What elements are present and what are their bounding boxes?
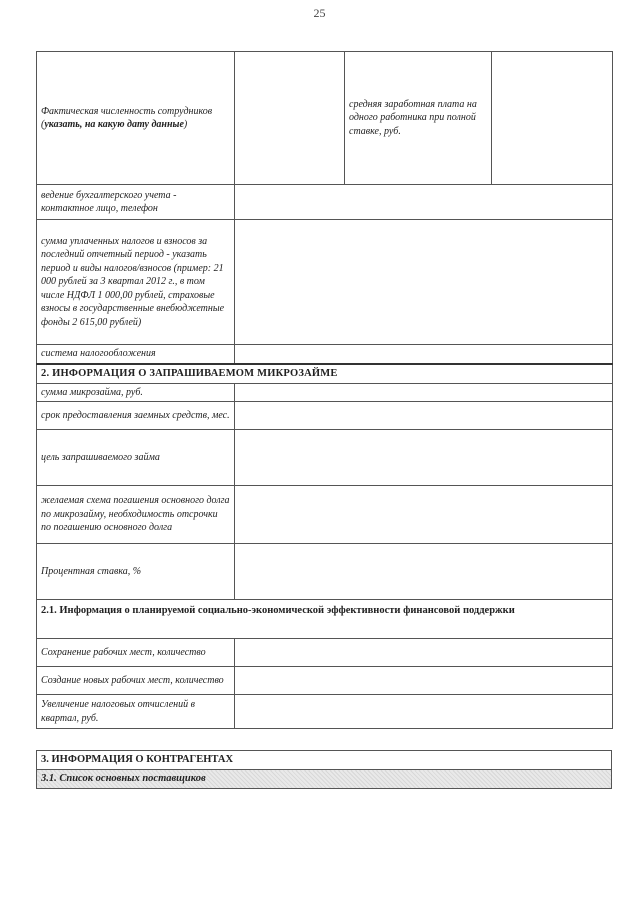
loan-term-label: срок предоставления заемных средств, мес.: [37, 402, 235, 430]
loan-amount-row: [37, 383, 613, 402]
jobs-kept-field[interactable]: [235, 639, 613, 667]
tax-increase-row: [37, 695, 613, 729]
applicant-info-table: [36, 51, 613, 729]
accounting-contact-label: ведение бухгалтерского учета - контактное лицо, телефон: [37, 185, 235, 220]
jobs-created-row: [37, 667, 613, 695]
accounting-contact-field[interactable]: [235, 185, 613, 220]
loan-term-row: [37, 402, 613, 430]
loan-purpose-field[interactable]: [235, 430, 613, 486]
interest-rate-field[interactable]: [235, 544, 613, 600]
jobs-kept-label: Сохранение рабочих мест, количество: [37, 639, 235, 667]
tax-system-field[interactable]: [235, 345, 613, 364]
page-number: 25: [313, 6, 326, 20]
repayment-scheme-row: [37, 486, 613, 544]
section-2-title: 2. ИНФОРМАЦИЯ О ЗАПРАШИВАЕМОМ МИКРОЗАЙМЕ: [37, 364, 613, 384]
loan-amount-field[interactable]: [235, 383, 613, 402]
staff-label: Фактическая численность сотрудников (указать, на какую дату данные): [37, 52, 235, 185]
repayment-scheme-field[interactable]: [235, 486, 613, 544]
tax-system-row: [37, 345, 613, 364]
staff-value-field[interactable]: [235, 52, 345, 185]
tax-system-label: система налогообложения: [37, 345, 235, 364]
section-2-header-row: [37, 364, 613, 384]
jobs-kept-row: [37, 639, 613, 667]
counterparties-table: [36, 750, 612, 789]
loan-amount-label: сумма микрозайма, руб.: [37, 383, 235, 402]
salary-value-field[interactable]: [492, 52, 613, 185]
interest-rate-row: [37, 544, 613, 600]
loan-term-field[interactable]: [235, 402, 613, 430]
tax-increase-label: Увеличение налоговых отчислений в квартал, руб.: [37, 695, 235, 729]
jobs-created-field[interactable]: [235, 667, 613, 695]
jobs-created-label: Создание новых рабочих мест, количество: [37, 667, 235, 695]
taxes-paid-label: сумма уплаченных налогов и взносов за последний отчетный период - указать период и виды налогов/взносов (пример: 21 000 рублей за 3 квартал 2012 г., в том числе НДФЛ 1 000,00 рублей, страховые взносы в государственные внебюджетные фонды 2 615,00 рублей): [37, 220, 235, 345]
suppliers-list-title: 3.1. Список основных поставщиков: [37, 770, 612, 789]
section-3-title: 3. ИНФОРМАЦИЯ О КОНТРАГЕНТАХ: [37, 751, 612, 770]
taxes-paid-field[interactable]: [235, 220, 613, 345]
suppliers-header-row: [37, 770, 612, 789]
loan-purpose-row: [37, 430, 613, 486]
repayment-scheme-label: желаемая схема погашения основного долга по микрозайму, необходимость отсрочки по погашению основного долга: [37, 486, 235, 544]
interest-rate-label: Процентная ставка, %: [37, 544, 235, 600]
loan-purpose-label: цель запрашиваемого займа: [37, 430, 235, 486]
accounting-contact-row: [37, 185, 613, 220]
tax-increase-field[interactable]: [235, 695, 613, 729]
taxes-paid-row: [37, 220, 613, 345]
section-2-1-header-row: [37, 600, 613, 639]
staff-row: [37, 52, 613, 185]
section-2-1-title: 2.1. Информация о планируемой социально-экономической эффективности финансовой поддержки: [37, 600, 613, 639]
salary-label: средняя заработная плата на одного работника при полной ставке, руб.: [345, 52, 492, 185]
section-3-header-row: [37, 751, 612, 770]
